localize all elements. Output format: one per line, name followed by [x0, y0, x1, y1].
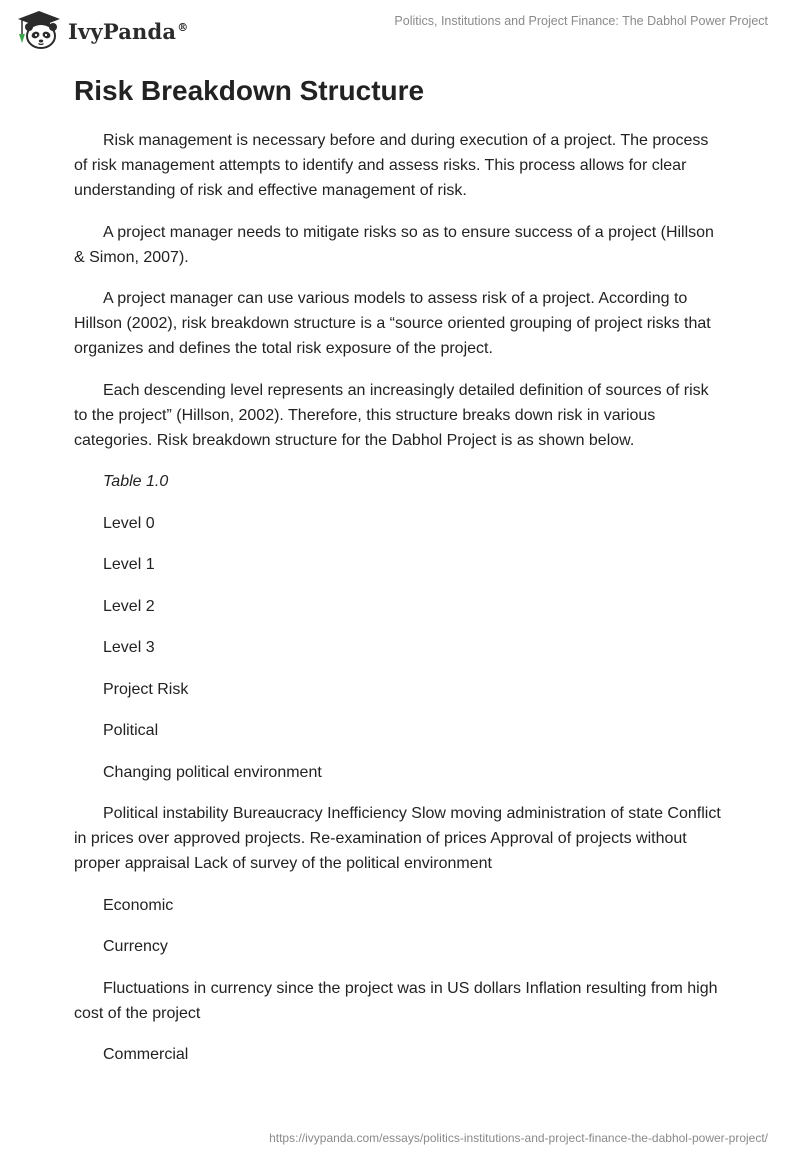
- table-cell: Project Risk: [103, 680, 189, 698]
- table-cell: Commercial: [103, 1046, 189, 1063]
- brand-logo[interactable]: [16, 10, 188, 50]
- document-title: Politics, Institutions and Project Finance: The Dabhol Power Project: [394, 14, 768, 28]
- article-body: [74, 74, 724, 1084]
- paragraph: A project manager can use various models to assess risk of a project. According to Hillson (2002), risk breakdown structure is a “source oriented grouping of project risks that organizes and defines the total risk exposure of the project.: [74, 290, 711, 357]
- table-caption: Table 1.0: [103, 473, 169, 490]
- source-url[interactable]: https://ivypanda.com/essays/politics-institutions-and-project-finance-the-dabhol-power-project/: [269, 1131, 768, 1145]
- table-cell: Political: [103, 722, 159, 739]
- table-cell: Changing political environment: [103, 763, 322, 781]
- section-heading: Risk Breakdown Structure: [74, 75, 425, 106]
- table-cell: Political instability Bureaucracy Inefficiency Slow moving administration of state Conflict in prices over approved projects. Re-examination of prices Approval of projects without proper appraisal Lack of survey of the political environment: [74, 805, 721, 872]
- paragraph: A project manager needs to mitigate risks so as to ensure success of a project (Hillson & Simon, 2007).: [74, 223, 714, 266]
- table-cell: Level 3: [103, 639, 155, 656]
- table-cell: Fluctuations in currency since the project was in US dollars Inflation resulting from high cost of the project: [74, 979, 718, 1022]
- table-cell: Currency: [103, 938, 168, 955]
- brand-name: IvyPanda®: [68, 18, 189, 44]
- table-cell: Level 1: [103, 556, 155, 573]
- paragraph: Risk management is necessary before and during execution of a project. The process of risk management attempts to identify and assess risks. This process allows for clear understanding of risk and effective management of risk.: [74, 132, 709, 199]
- panda-graduate-icon: [16, 10, 62, 50]
- header: [0, 0, 800, 64]
- table-cell: Level 2: [103, 597, 155, 615]
- table-cell: Economic: [103, 896, 174, 914]
- table-cell: Level 0: [103, 514, 155, 532]
- paragraph: Each descending level represents an increasingly detailed definition of sources of risk to the project” (Hillson, 2002). Therefore, this structure breaks down risk in various categories. Risk breakdown structure for the Dabhol Project is as shown below.: [74, 381, 709, 449]
